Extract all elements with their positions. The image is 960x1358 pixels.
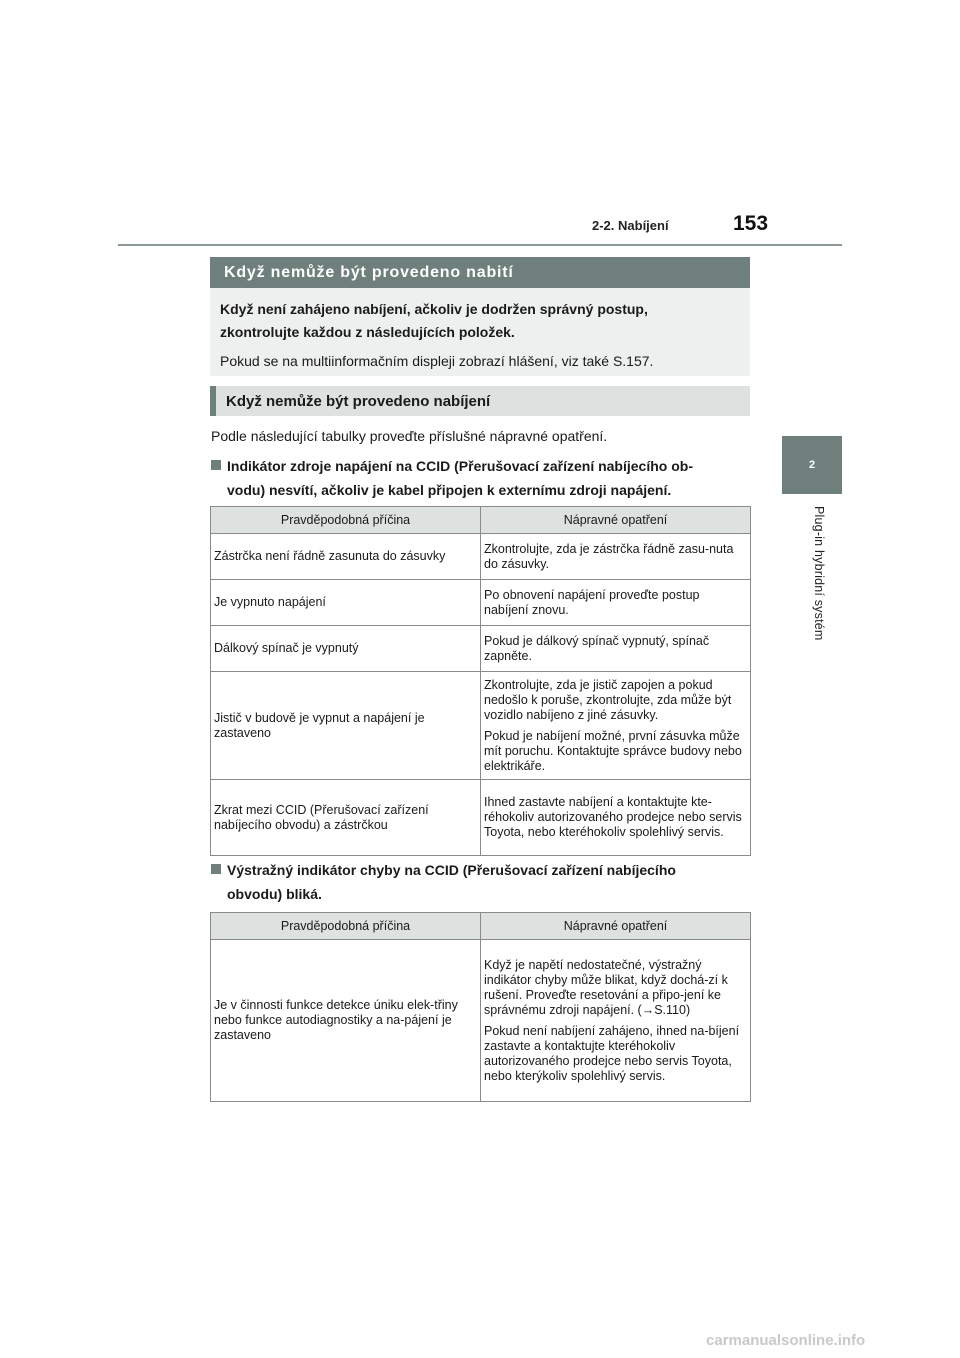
section-label: 2-2. Nabíjení xyxy=(592,218,669,233)
remedy-text: Pokud není nabíjení zahájeno, ihned na-bíjení zastavte a kontaktujte kteréhokoliv autorizovaného prodejce nebo servis Toyota, nebo kterýkoliv spolehlivý servis. xyxy=(484,1023,740,1083)
cause-cell: Je v činnosti funkce detekce úniku elek-třiny nebo funkce autodiagnostiky a na-pájení je zastaveno xyxy=(211,940,481,1102)
item-heading-2 xyxy=(211,858,751,906)
table-2-header-cause: Pravděpodobná příčina xyxy=(211,913,481,940)
table-row xyxy=(211,534,751,580)
item-heading-1-line-1: Indikátor zdroje napájení na CCID (Přerušovací zařízení nabíjecího ob- xyxy=(227,458,693,474)
section-banner: Když nemůže být provedeno nabití xyxy=(210,257,750,288)
cause-cell: Dálkový spínač je vypnutý xyxy=(211,626,481,672)
remedy-text: Když je napětí nedostatečné, výstražný indikátor chyby může blikat, když dochá-zí k rušení. Proveďte resetování a připo-jení ke správnému zdroji napájení. (→S.110) xyxy=(484,957,728,1017)
remedy-text: Zkontrolujte, zda je jistič zapojen a pokud nedošlo k poruše, zkontrolujte, zda může být vozidlo nabíjeno z jiné zásuvky. xyxy=(484,677,732,722)
table-1-header-remedy: Nápravné opatření xyxy=(481,507,751,534)
watermark: carmanualsonline.info xyxy=(706,1332,866,1349)
remedy-cell xyxy=(481,672,751,780)
remedy-cell xyxy=(481,534,751,580)
table-1-header-cause: Pravděpodobná příčina xyxy=(211,507,481,534)
item-heading-1-line-2: vodu) nesvítí, ačkoliv je kabel připojen k externímu zdroji napájení. xyxy=(227,482,672,498)
header-rule xyxy=(118,244,842,246)
square-bullet-icon xyxy=(211,460,221,470)
remedy-cell xyxy=(481,940,751,1102)
remedy-text: Zkontrolujte, zda je zástrčka řádně zasu-nuta do zásuvky. xyxy=(484,541,734,571)
intro-box xyxy=(210,288,750,376)
remedy-cell xyxy=(481,626,751,672)
cause-remedy-table-1 xyxy=(210,506,751,856)
cause-cell: Jistič v budově je vypnut a napájení je zastaveno xyxy=(211,672,481,780)
table-row xyxy=(211,626,751,672)
square-bullet-icon xyxy=(211,864,221,874)
remedy-cell xyxy=(481,580,751,626)
intro-bold-line-1: Když není zahájeno nabíjení, ačkoliv je dodržen správný postup, xyxy=(220,301,648,317)
chapter-title: Plug-in hybridní systém xyxy=(812,506,826,641)
subheading: Když nemůže být provedeno nabíjení xyxy=(210,386,750,416)
intro-bold-line-2: zkontrolujte každou z následujících položek. xyxy=(220,324,515,340)
table-row xyxy=(211,672,751,780)
cause-cell: Zkrat mezi CCID (Přerušovací zařízení nabíjecího obvodu) a zástrčkou xyxy=(211,780,481,856)
table-row xyxy=(211,580,751,626)
cause-cell: Je vypnuto napájení xyxy=(211,580,481,626)
table-row xyxy=(211,940,751,1102)
lead-text: Podle následující tabulky proveďte příslušné nápravné opatření. xyxy=(211,428,608,444)
item-heading-1 xyxy=(211,454,751,502)
table-2-header-remedy: Nápravné opatření xyxy=(481,913,751,940)
remedy-text: Pokud je dálkový spínač vypnutý, spínač zapněte. xyxy=(484,633,710,663)
chapter-tab: 2 xyxy=(782,436,842,494)
remedy-text: Pokud je nabíjení možné, první zásuvka může mít poruchu. Kontaktujte správce budovy nebo elektrikáře. xyxy=(484,728,742,773)
cause-cell: Zástrčka není řádně zasunuta do zásuvky xyxy=(211,534,481,580)
cause-remedy-table-2 xyxy=(210,912,751,1102)
page-number: 153 xyxy=(733,212,769,235)
remedy-text: Ihned zastavte nabíjení a kontaktujte kte-réhokoliv autorizovaného prodejce nebo servis Toyota, nebo kteréhokoliv spolehlivý servis. xyxy=(484,795,742,839)
item-heading-2-line-1: Výstražný indikátor chyby na CCID (Přerušovací zařízení nabíjecího xyxy=(227,862,676,878)
remedy-text: Po obnovení napájení proveďte postup nabíjení znovu. xyxy=(484,587,700,617)
intro-note: Pokud se na multiinformačním displeji zobrazí hlášení, viz také S.157. xyxy=(220,353,654,369)
remedy-cell xyxy=(481,780,751,856)
table-row xyxy=(211,780,751,856)
item-heading-2-line-2: obvodu) bliká. xyxy=(227,886,322,902)
